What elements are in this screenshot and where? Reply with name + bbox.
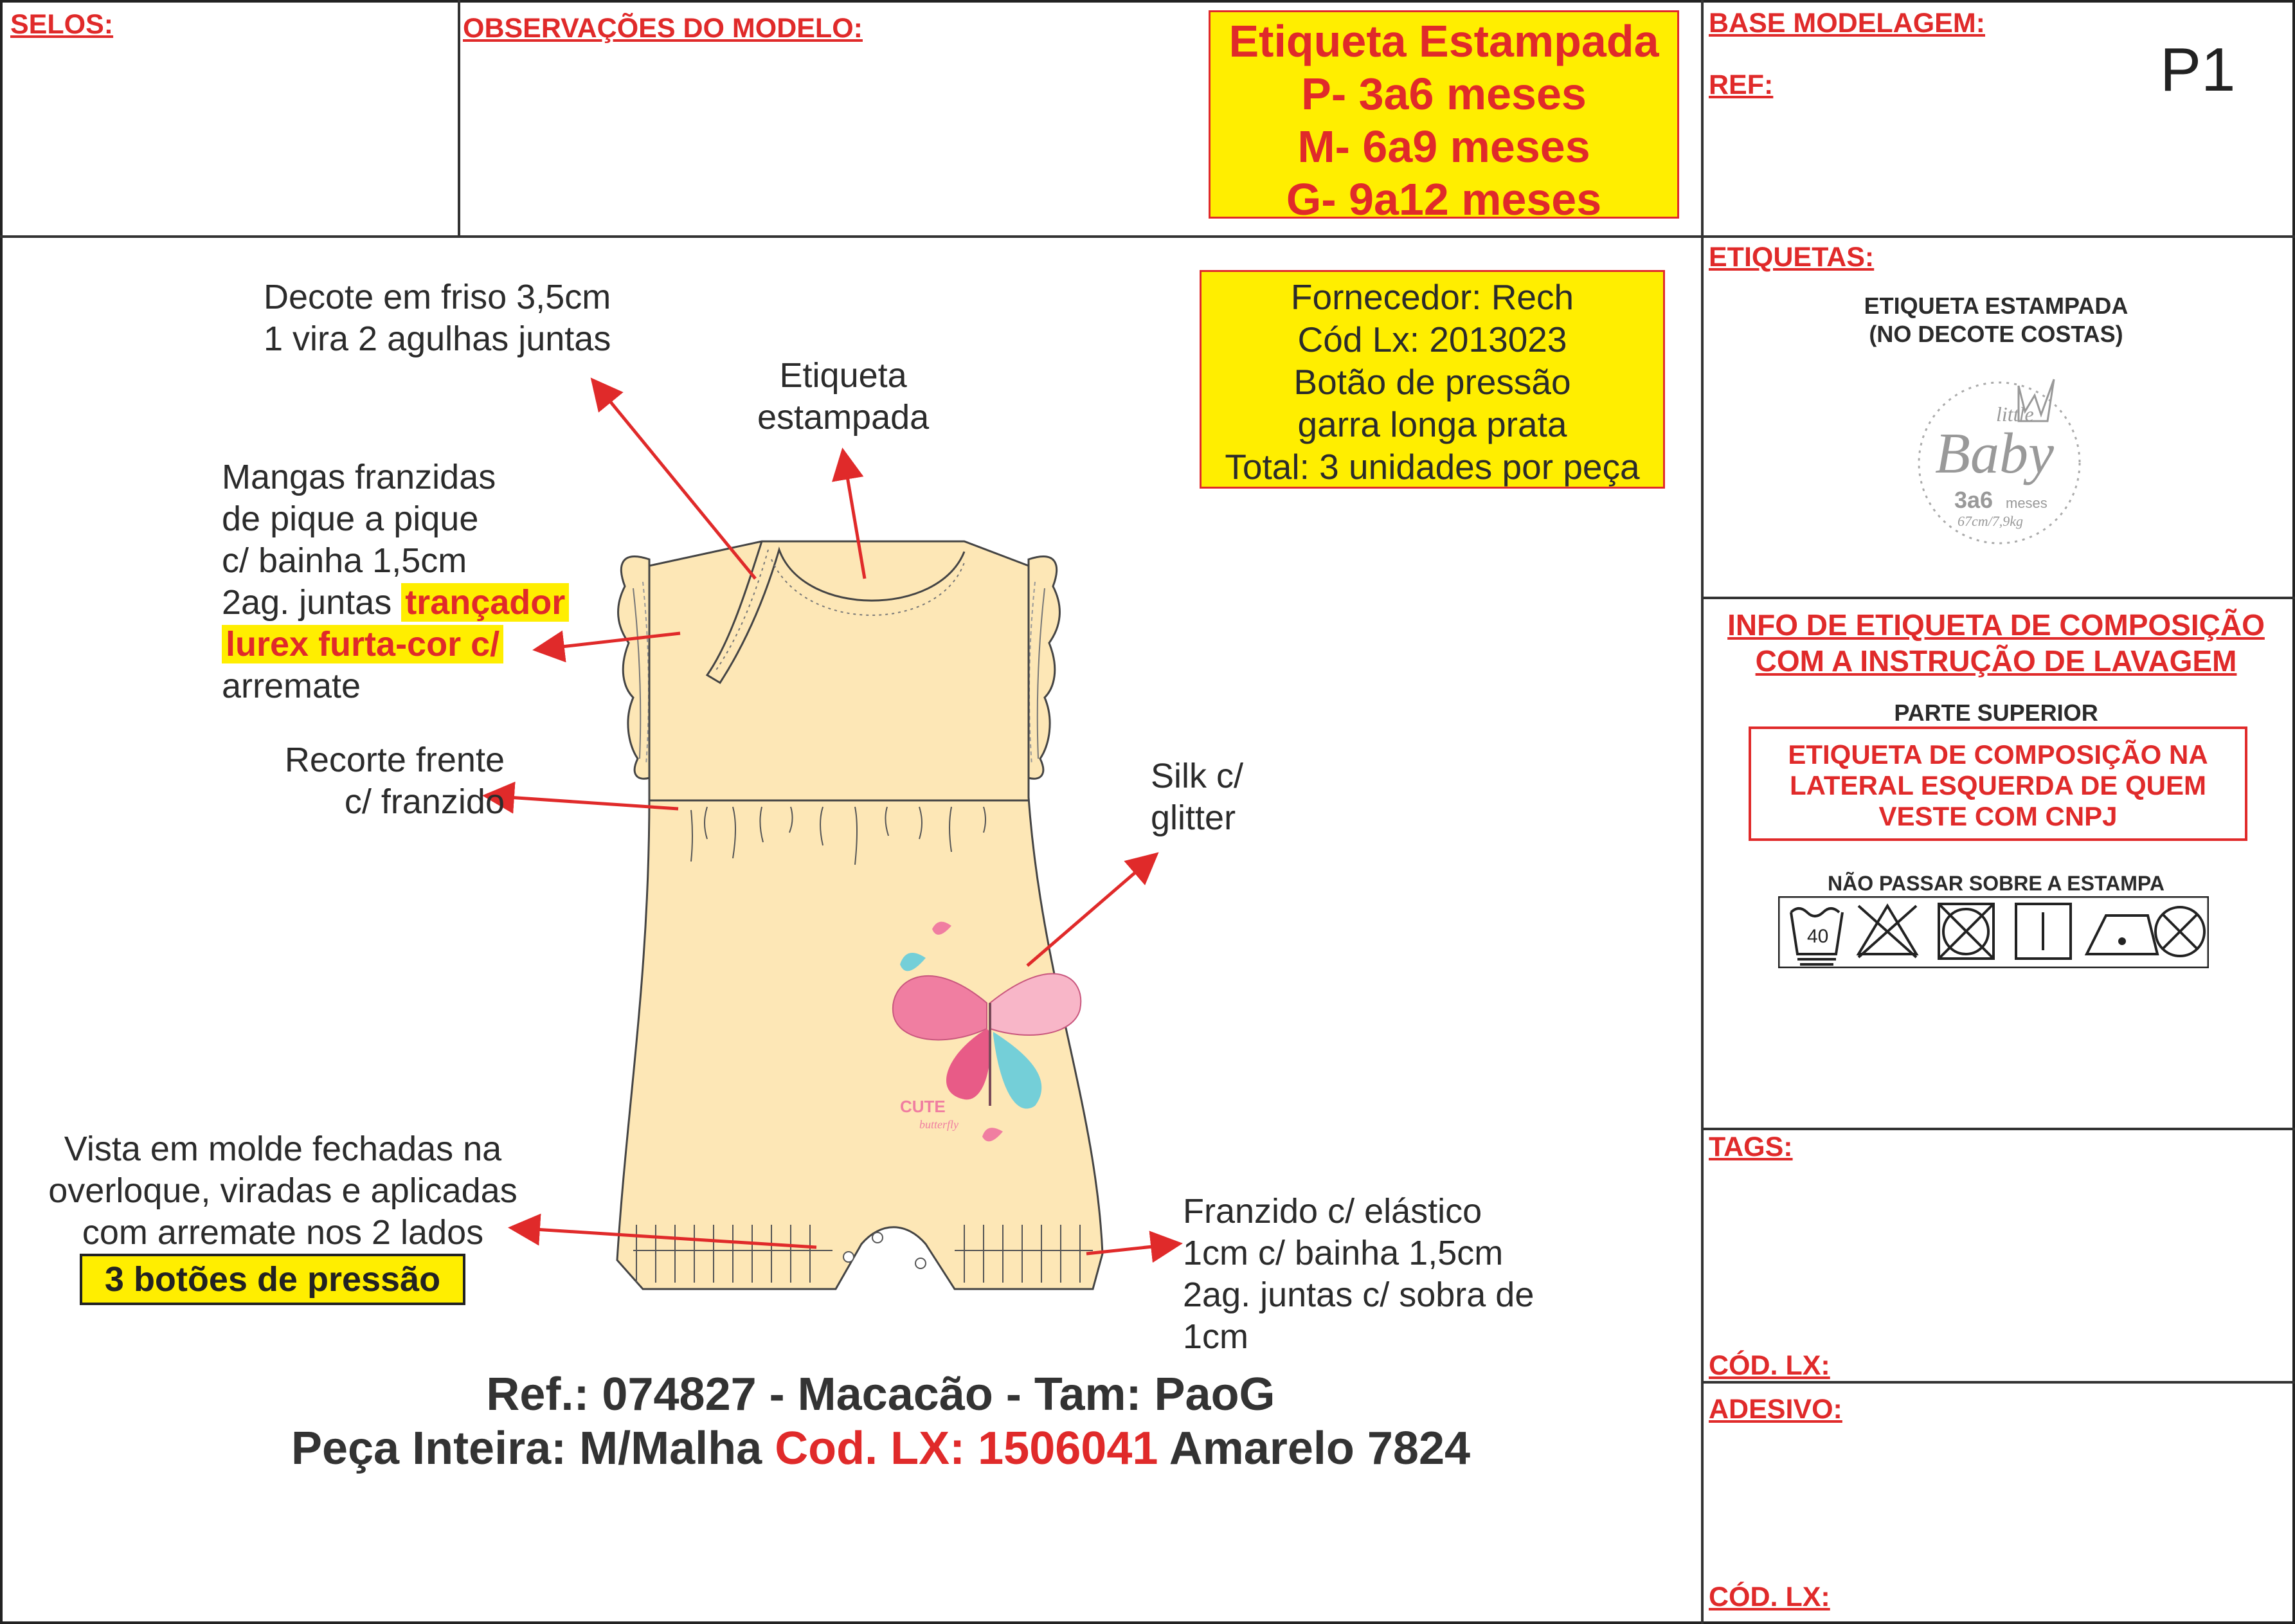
sidebar-divider-2 — [1701, 597, 2295, 599]
arrow-decote — [595, 383, 755, 579]
base-modelagem-label: BASE MODELAGEM: — [1709, 8, 1985, 39]
silk-note: Silk c/ glitter — [1151, 757, 1244, 837]
size-p: P- 3a6 meses — [1301, 69, 1587, 119]
composition-info-title: INFO DE ETIQUETA DE COMPOSIÇÃO COM A INSTRUÇÃO DE LAVAGEM — [1727, 608, 2265, 678]
print-text-cute: CUTE — [900, 1097, 946, 1116]
logo-unit: meses — [2006, 495, 2048, 511]
supplier-code-line: Cód Lx: 2013023 — [1297, 320, 1567, 359]
mangas-note: Mangas franzidas de pique a pique c/ bainha 1,5cm 2ag. juntas trançador lurex furta-cor c/ arremate — [222, 456, 569, 707]
product-reference: Ref.: 074827 - Macacão - Tam: PaoG — [486, 1369, 1275, 1420]
little-baby-logo — [1909, 366, 2083, 553]
logo-measure: 67cm/7,9kg — [1958, 513, 2024, 529]
right-sleeve — [1029, 557, 1059, 779]
supplier-line: Fornecedor: Rech — [1290, 277, 1574, 317]
print-text-butterfly: butterfly — [919, 1118, 959, 1131]
buttons-highlight-box: 3 botões de pressão — [80, 1254, 465, 1305]
etiqueta-estampada-title: ETIQUETA ESTAMPADA (NO DECOTE COSTAS) — [1864, 293, 2128, 347]
vista-note: Vista em molde fechadas na overloque, viradas e aplicadas com arremate nos 2 lados — [48, 1130, 518, 1252]
product-material-line: Peça Inteira: M/Malha Cod. LX: 1506041 Amarelo 7824 — [291, 1423, 1471, 1474]
observacoes-label: OBSERVAÇÕES DO MODELO: — [463, 13, 863, 44]
adesivo-label: ADESIVO: — [1709, 1394, 1842, 1425]
care-symbols — [1778, 896, 2209, 968]
cod-lx-label-tags: CÓD. LX: — [1709, 1350, 1830, 1381]
size-box-title: Etiqueta Estampada — [1228, 16, 1659, 66]
tags-label: TAGS: — [1709, 1132, 1793, 1162]
composition-label-box: ETIQUETA DE COMPOSIÇÃO NA LATERAL ESQUERDA DE QUEM VESTE COM CNPJ — [1749, 726, 2247, 841]
cod-lx-label-adesivo: CÓD. LX: — [1709, 1582, 1830, 1612]
recorte-note: Recorte frente c/ franzido — [284, 741, 505, 821]
arrow-silk — [1027, 856, 1154, 966]
left-sleeve — [618, 557, 649, 779]
selos-label: SELOS: — [10, 9, 114, 40]
button-finish-line: garra longa prata — [1297, 404, 1567, 444]
sidebar-divider-1 — [1701, 235, 2295, 238]
decote-note: Decote em friso 3,5cm 1 vira 2 agulhas juntas — [264, 278, 611, 358]
parte-superior-label: PARTE SUPERIOR — [1894, 699, 2098, 726]
button-type-line: Botão de pressão — [1293, 362, 1571, 402]
franzido-note: Franzido c/ elástico 1cm c/ bainha 1,5cm 2ag. juntas c/ sobra de 1cm — [1183, 1192, 1534, 1356]
logo-size: 3a6 — [1954, 487, 1994, 513]
tracador-highlight: trançador — [401, 583, 569, 622]
logo-little: little — [1996, 402, 2034, 426]
size-m: M- 6a9 meses — [1297, 122, 1590, 172]
etiquetas-label: ETIQUETAS: — [1709, 242, 1875, 273]
sidebar-divider-3 — [1701, 1128, 2295, 1130]
lx-code: Cod. LX: 1506041 — [775, 1423, 1158, 1474]
etiqueta-note: Etiqueta estampada — [757, 356, 930, 437]
page-code: P1 — [2160, 35, 2236, 104]
size-g: G- 9a12 meses — [1286, 174, 1602, 224]
wash-temp: 40 — [1807, 926, 1829, 947]
button-total-line: Total: 3 unidades por peça — [1225, 447, 1640, 487]
logo-brand: Baby — [1935, 422, 2054, 485]
ref-label: REF: — [1709, 69, 1774, 100]
lurex-highlight: lurex furta-cor c/ — [222, 625, 503, 663]
nao-passar-warning: NÃO PASSAR SOBRE A ESTAMPA — [1828, 872, 2164, 895]
